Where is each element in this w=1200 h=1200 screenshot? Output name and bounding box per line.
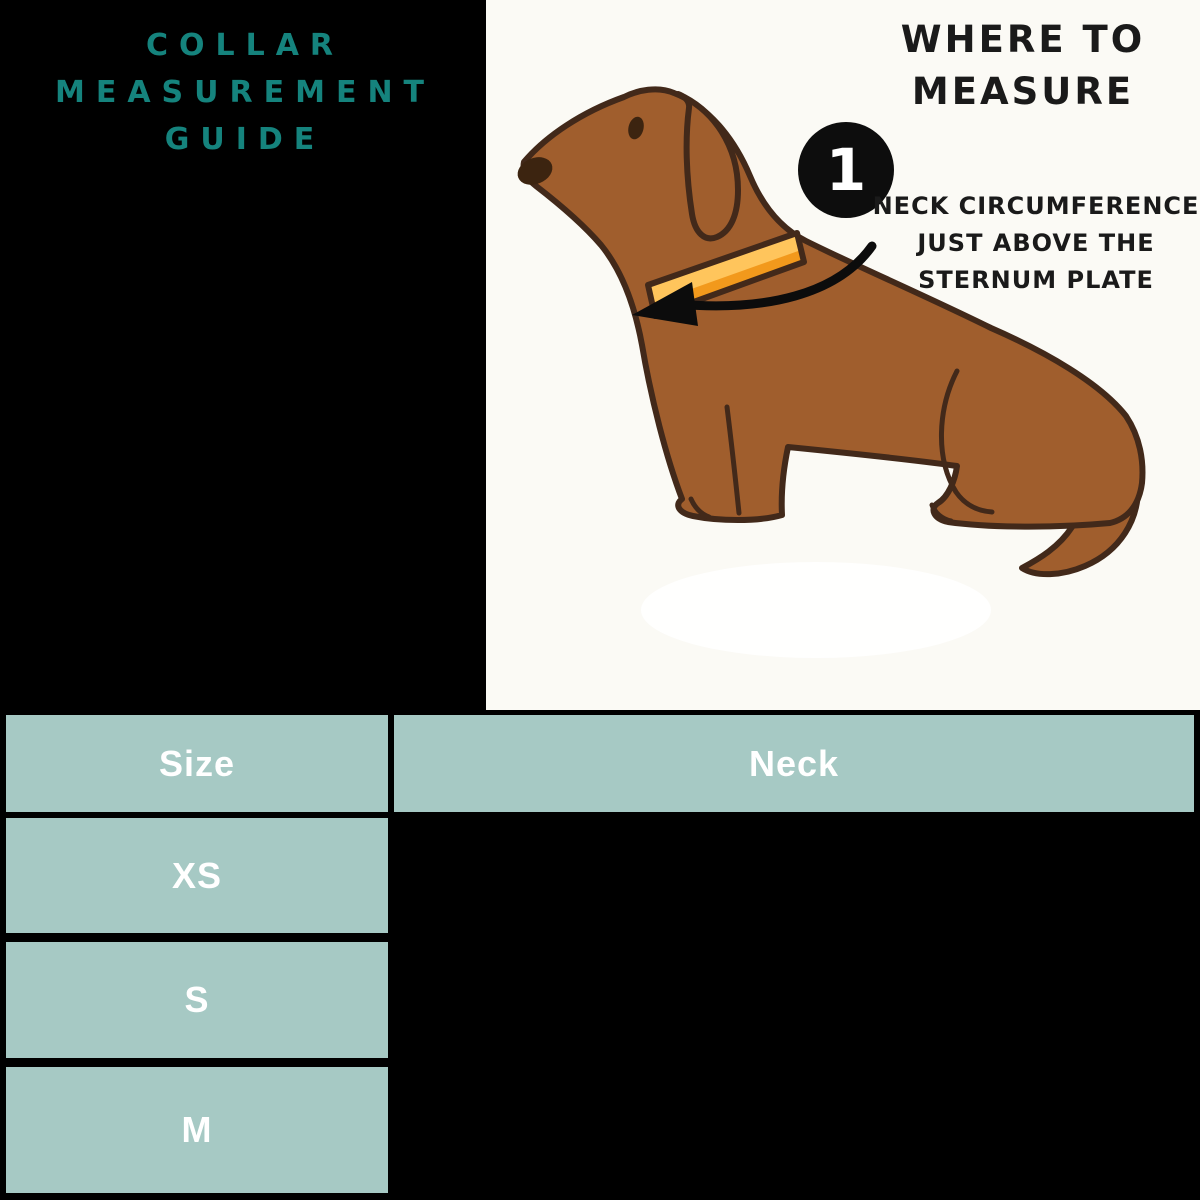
- table-header-neck: Neck: [394, 715, 1194, 812]
- illustration-panel: [486, 0, 1200, 710]
- table-row-size-s: S: [6, 942, 388, 1058]
- table-row-neck-xs: [394, 818, 1194, 933]
- measure-note-line-2: JUST ABOVE THE: [917, 229, 1155, 257]
- measure-note-line-1: NECK CIRCUMFERENCE: [872, 192, 1200, 220]
- page-title-line-1: COLLAR: [145, 28, 345, 63]
- table-header-size: Size: [6, 715, 388, 812]
- table-row-neck-m: [394, 1067, 1194, 1193]
- step-number: 1: [825, 136, 867, 204]
- measure-note: [871, 188, 1200, 299]
- measure-heading-line-1: WHERE TO: [900, 18, 1146, 61]
- table-row-size-xs: XS: [6, 818, 388, 933]
- measure-note-line-3: STERNUM PLATE: [918, 266, 1154, 294]
- ground-shadow: [641, 562, 991, 658]
- measure-heading-line-2: MEASURE: [911, 70, 1135, 113]
- table-row-neck-s: [394, 942, 1194, 1058]
- page-title-line-3: GUIDE: [164, 122, 326, 157]
- table-row-size-m: M: [6, 1067, 388, 1193]
- page-title-line-2: MEASUREMENT: [54, 75, 436, 110]
- page-title: [40, 22, 450, 163]
- measure-heading: [863, 14, 1183, 118]
